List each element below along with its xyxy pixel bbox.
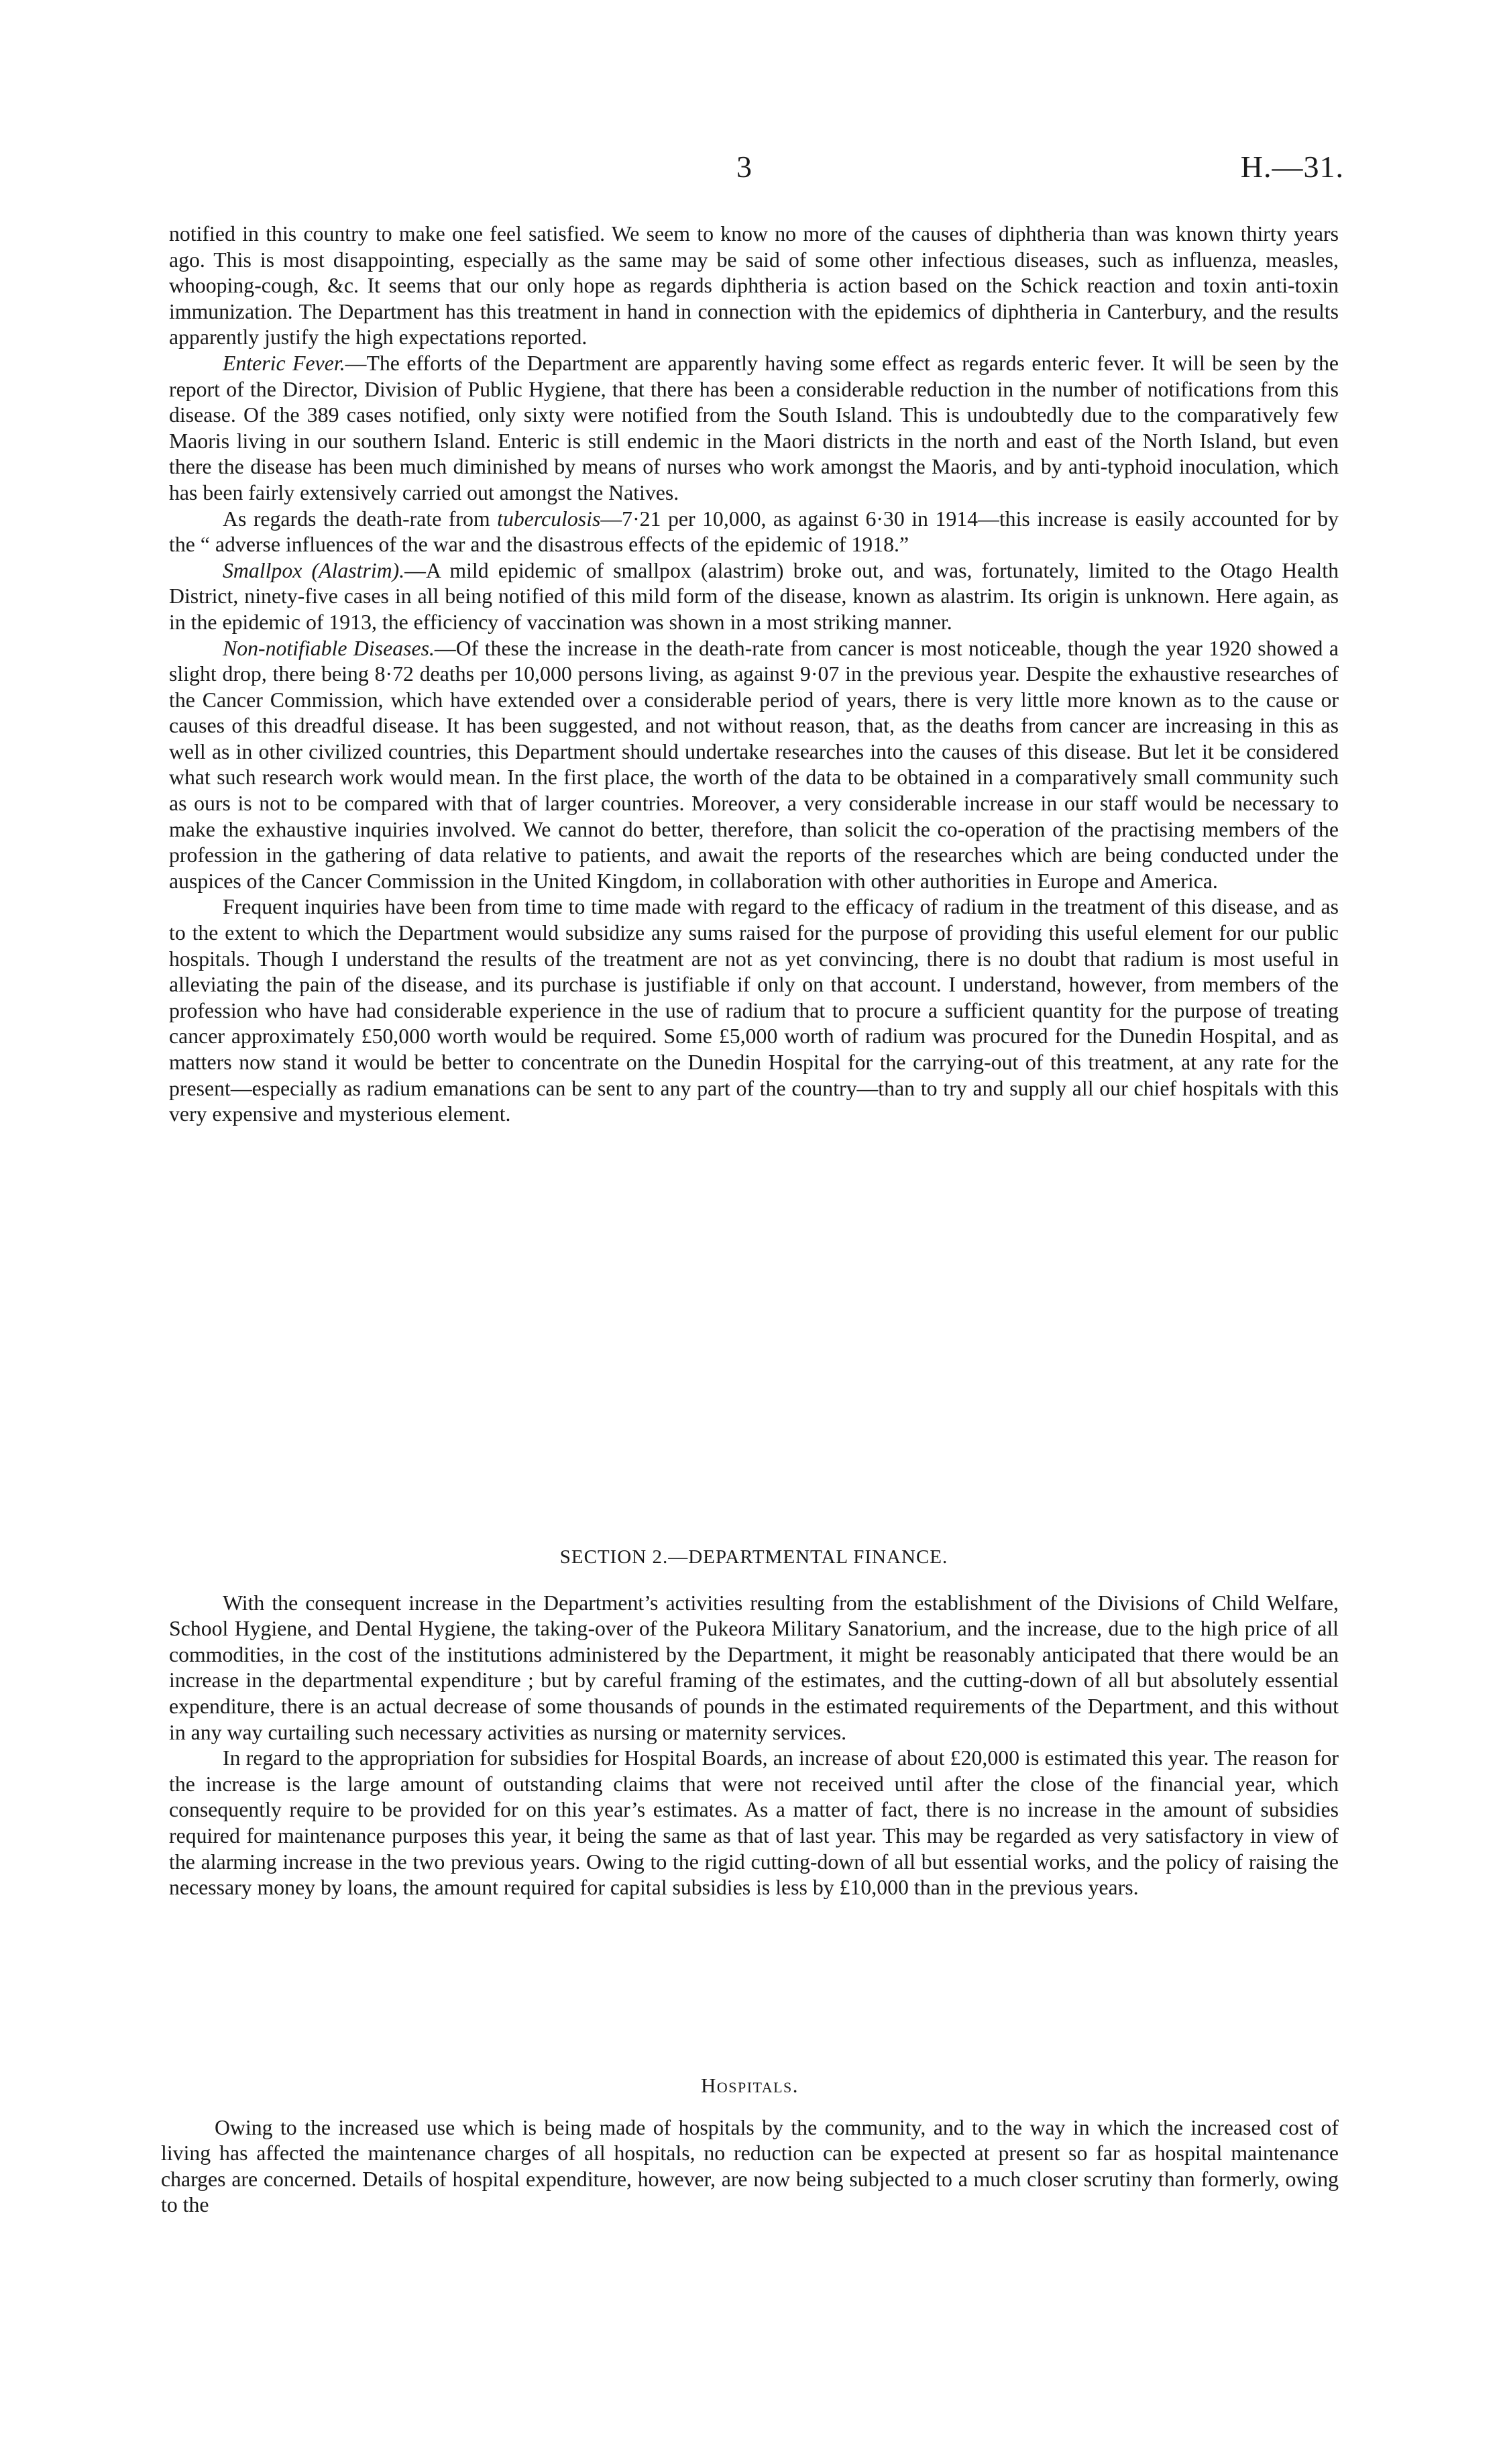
paragraph-finance-subsidies: In regard to the appropriation for subsidies for Hospital Boards, an increase of about £20,000 is estimated this year. The reason for the increase is the large amount of outstanding claims that were not received until after the close of the financial year, which consequently require to be provided for on this year’s estimates. As a matter of fact, there is no increase in the amount of subsidies required for maintenance purposes this year, it being the same as that of last year. This may be regarded as very satisfactory in view of the alarming increase in the two previous years. Owing to the rigid cutting-down of all but essential works, and the policy of raising the necessary money by loans, the amount required for capital subsidies is less by £10,000 than in the previous years. bbox=[169, 1746, 1339, 1900]
paragraph-text: —A mild epidemic of smallpox (alastrim) broke out, and was, fortunately, limited to the Otago Health District, ninety-five cases in all being notified of this mild form of the disease, known as alastrim. Its origin is unknown. Here again, as in the epidemic of 1913, the efficiency of vaccination was shown in a most striking manner. bbox=[169, 558, 1339, 634]
run-in-heading-smallpox: Smallpox (Alastrim). bbox=[223, 558, 405, 582]
page-header bbox=[0, 149, 1505, 189]
paragraph-text: —Of these the increase in the death-rate from cancer is most noticeable, though the year 1920 showed a slight drop, there being 8·72 deaths per 10,000 persons living, as against 9·07 in the previous year. Despite the exhaustive researches of the Cancer Commission, which have extended over a considerable period of years, there is very little more known as to the cause or causes of this dreadful disease. It has been suggested, and not without reason, that, as the deaths from cancer are increasing in this as well as in other civilized countries, this Department should undertake researches into the causes of this disease. But let it be considered what such research work would mean. In the first place, the worth of the data to be obtained in a comparatively small community such as ours is not to be compared with that of larger countries. Moreover, a very considerable increase in our staff would be necessary to make the exhaustive inquiries involved. We cannot do better, therefore, than solicit the co-operation of the practising members of the profession in the gathering of data relative to patients, and await the reports of the researches which are being conducted under the auspices of the Cancer Commission in the United Kingdom, in collaboration with other authorities in Europe and America. bbox=[169, 636, 1339, 893]
paragraph-diphtheria: notified in this country to make one feel satisfied. We seem to know no more of the causes of diphtheria than was known thirty years ago. This is most disappointing, especially as the same may be said of some other infectious diseases, such as influenza, measles, whooping-cough, &c. It seems that our only hope as regards diphtheria is action based on the Schick reaction and toxin anti-toxin immunization. The Department has this treatment in hand in connection with the epidemics of diphtheria in Canterbury, and the results apparently justify the high expectations reported. bbox=[169, 222, 1339, 350]
page-number: 3 bbox=[736, 150, 752, 184]
paragraph-text: —7·21 per 10,000, as against 6·30 in 1914—this increase is easily accounted for by the “ adverse influences of the war and the disastrous effects of the epidemic of 1918.” bbox=[169, 506, 1339, 557]
document-reference: H.—31. bbox=[1240, 150, 1344, 184]
section-heading-hospitals: Hospitals. bbox=[700, 2074, 799, 2097]
paragraph-enteric-fever bbox=[169, 351, 1339, 506]
paragraph-tuberculosis bbox=[169, 506, 1339, 558]
section-heading-finance: SECTION 2.—DEPARTMENTAL FINANCE. bbox=[559, 1546, 948, 1568]
paragraph-hospitals: Owing to the increased use which is being made of hospitals by the community, and to the way in which the increased cost of living has affected the maintenance charges of all hospitals, no reduction can be expected at present so far as hospital maintenance charges are concerned. Details of hospital expenditure, however, are now being subjected to a much closer scrutiny than formerly, owing to the bbox=[161, 2115, 1339, 2217]
paragraph-smallpox bbox=[169, 558, 1339, 636]
paragraph-text: As regards the death-rate from bbox=[223, 506, 498, 531]
health-report-section bbox=[169, 221, 1339, 1128]
run-in-heading-non-notifiable: Non-notifiable Diseases. bbox=[223, 636, 435, 660]
departmental-finance-section bbox=[169, 1521, 1339, 1901]
paragraph-text: —The efforts of the Department are apparently having some effect as regards enteric fever. It will be seen by the report of the Director, Division of Public Hygiene, that there has been a considerable reduction in the number of notifications from this disease. Of the 389 cases notified, only sixty were notified from the South Island. This is undoubtedly due to the comparatively few Maoris living in our southern Island. Enteric is still endemic in the Maori districts in the north and east of the North Island, but even there the disease has been much diminished by means of nurses who work amongst the Maoris, and by anti-typhoid inoculation, which has been fairly extensively carried out amongst the Natives. bbox=[169, 351, 1339, 504]
paragraph-radium: Frequent inquiries have been from time to time made with regard to the efficacy of radium in the treatment of this disease, and as to the extent to which the Department would subsidize any sums raised for the purpose of providing this useful element for our public hospitals. Though I understand the results of the treatment are not as yet convincing, there is no doubt that radium is most useful in alleviating the pain of the disease, and its purchase is justifiable if only on that account. I understand, however, from members of the profession who have had considerable experience in the use of radium that to procure a sufficient quantity for the purpose of treating cancer approximately £50,000 worth would be required. Some £5,000 worth of radium was procured for the Dunedin Hospital, and as matters now stand it would be better to concentrate on the Dunedin Hospital for the carrying-out of this treatment, at any rate for the present—especially as radium emanations can be sent to any part of the country—than to try and supply all our chief hospitals with this very expensive and mysterious element. bbox=[169, 895, 1339, 1126]
paragraph-finance-expenditure: With the consequent increase in the Department’s activities resulting from the establishment of the Divisions of Child Welfare, School Hygiene, and Dental Hygiene, the taking-over of the Pukeora Military Sanatorium, and the increase, due to the high price of all commodities, in the cost of the institutions administered by the Department, it might be reasonably anticipated that there would be an increase in the departmental expenditure ; but by careful framing of the estimates, and the cutting-down of all but absolutely essential expenditure, there is an actual decrease of some thousands of pounds in the estimated requirements of the Department, and this without in any way curtailing such necessary activities as nursing or maternity services. bbox=[169, 1591, 1339, 1744]
emphasis-tuberculosis: tuberculosis bbox=[497, 506, 601, 531]
hospitals-section bbox=[161, 2050, 1339, 2218]
paragraph-non-notifiable bbox=[169, 636, 1339, 895]
run-in-heading-enteric-fever: Enteric Fever. bbox=[223, 351, 345, 375]
